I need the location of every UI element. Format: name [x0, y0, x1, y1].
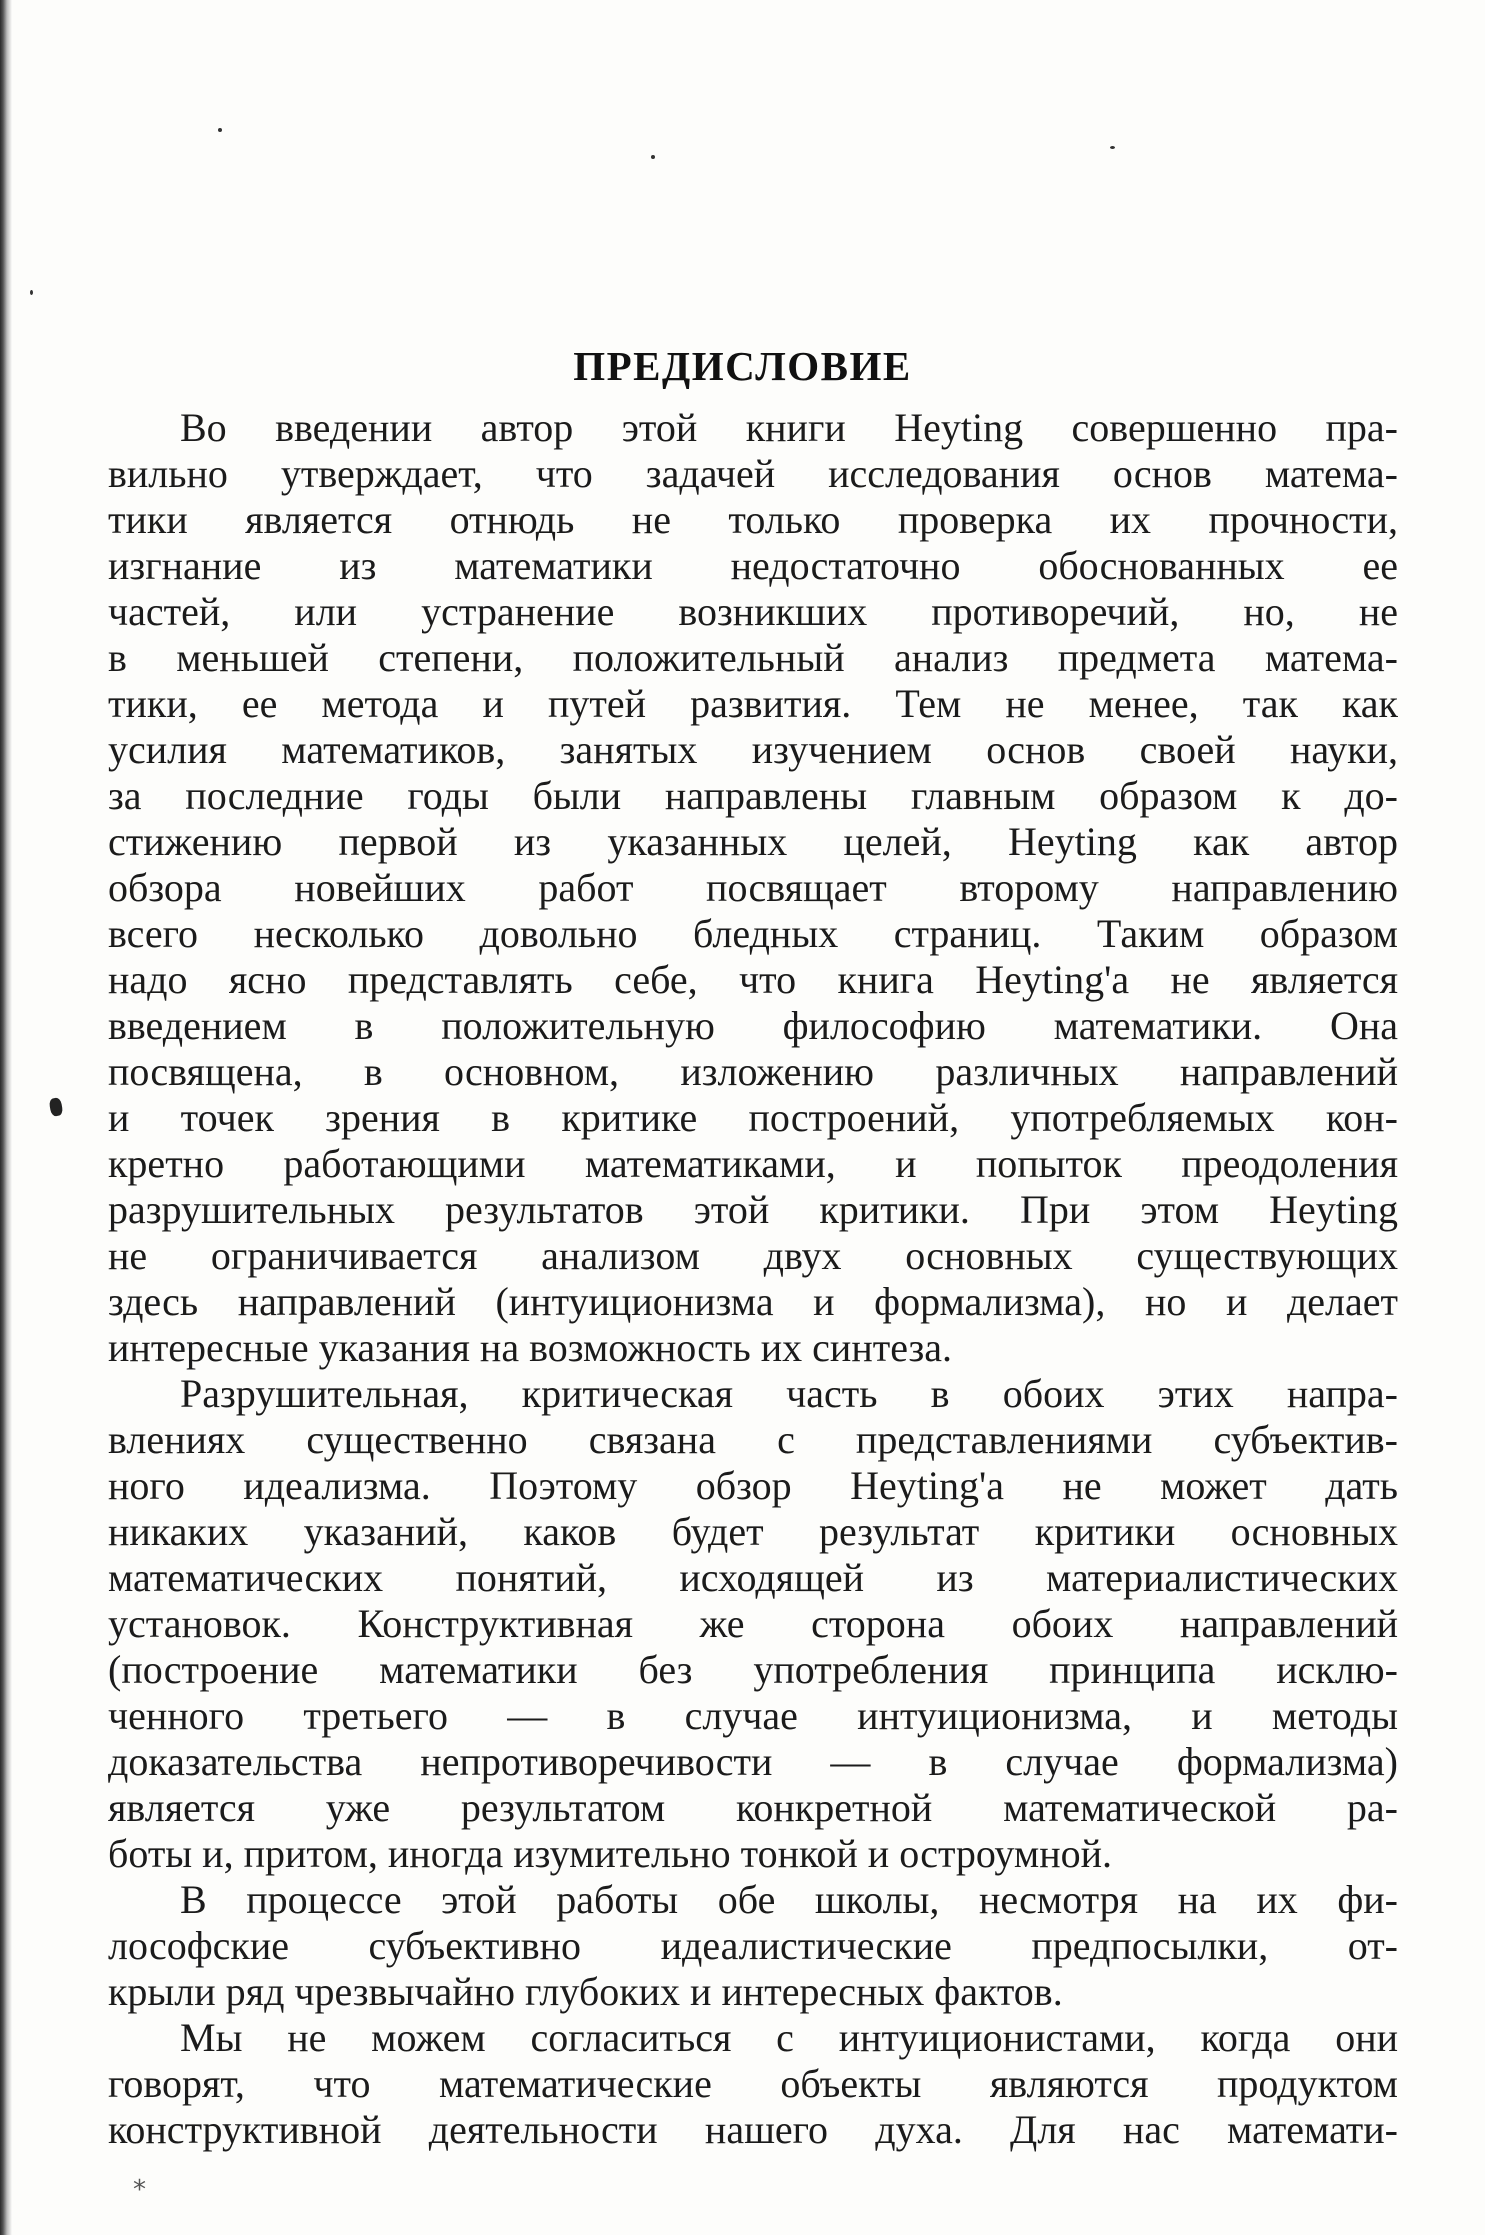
page-binding-edge: [0, 0, 12, 2235]
paragraph: [108, 405, 1398, 1371]
text-line: введением в положительную философию математики. Она: [108, 1003, 1398, 1048]
text-line: здесь направлений (интуиционизма и формализма), но и делает: [108, 1279, 1398, 1324]
text-line: всего несколько довольно бледных страниц. Таким образом: [108, 911, 1398, 956]
preface-text: [108, 405, 1398, 2153]
text-line: надо ясно представлять себе, что книга Heyting'а не является: [108, 957, 1398, 1002]
text-line: математических понятий, исходящей из материалистических: [108, 1555, 1398, 1600]
text-line: и точек зрения в критике построений, употребляемых кон-: [108, 1095, 1398, 1140]
scan-speck: [1110, 146, 1115, 149]
paragraph: [108, 1877, 1398, 2015]
scan-speck: [218, 128, 222, 132]
text-line: обзора новейших работ посвящает второму направлению: [108, 865, 1398, 910]
text-line: доказательства непротиворечивости — в случае формализма): [108, 1739, 1398, 1784]
text-line: влениях существенно связана с представлениями субъектив-: [108, 1417, 1398, 1462]
margin-ink-mark: [49, 1097, 64, 1117]
text-line: конструктивной деятельности нашего духа. Для нас математи-: [108, 2107, 1398, 2152]
text-line: кретно работающими математиками, и попыток преодоления: [108, 1141, 1398, 1186]
text-line: является уже результатом конкретной математической ра-: [108, 1785, 1398, 1830]
text-line: интересные указания на возможность их синтеза.: [108, 1325, 953, 1370]
text-line: лософские субъективно идеалистические предпосылки, от-: [108, 1923, 1398, 1968]
text-line: усилия математиков, занятых изучением основ своей науки,: [108, 727, 1398, 772]
text-line: изгнание из математики недостаточно обоснованных ее: [108, 543, 1398, 588]
text-line: ченного третьего — в случае интуиционизма, и методы: [108, 1693, 1398, 1738]
text-line: Мы не можем согласиться с интуиционистами, когда они: [180, 2015, 1398, 2060]
text-line: В процессе этой работы обе школы, несмотря на их фи-: [180, 1877, 1398, 1922]
text-line: Разрушительная, критическая часть в обоих этих напра-: [180, 1371, 1398, 1416]
text-line: посвящена, в основном, изложению различных направлений: [108, 1049, 1398, 1094]
text-line: Во введении автор этой книги Heyting совершенно пра-: [180, 405, 1398, 450]
text-line: никаких указаний, каков будет результат критики основных: [108, 1509, 1398, 1554]
text-line: ного идеализма. Поэтому обзор Heyting'а не может дать: [108, 1463, 1398, 1508]
footer-asterisk: *: [133, 2175, 146, 2205]
text-line: в меньшей степени, положительный анализ предмета матема-: [108, 635, 1398, 680]
text-line: частей, или устранение возникших противоречий, но, не: [108, 589, 1398, 634]
text-line: стижению первой из указанных целей, Heyting как автор: [108, 819, 1398, 864]
text-line: боты и, притом, иногда изумительно тонкой и остроумной.: [108, 1831, 1113, 1876]
text-line: говорят, что математические объекты являются продуктом: [108, 2061, 1398, 2106]
text-line: тики является отнюдь не только проверка их прочности,: [108, 497, 1398, 542]
text-line: за последние годы были направлены главным образом к до-: [108, 773, 1398, 818]
text-line: вильно утверждает, что задачей исследования основ матема-: [108, 451, 1398, 496]
paragraph: [108, 1371, 1398, 1877]
text-line: установок. Конструктивная же сторона обоих направлений: [108, 1601, 1398, 1646]
text-line: (построение математики без употребления принципа исклю-: [108, 1647, 1398, 1692]
scan-speck: [30, 290, 33, 295]
scan-speck: [651, 155, 655, 159]
text-line: разрушительных результатов этой критики. При этом Heyting: [108, 1187, 1398, 1232]
text-line: крыли ряд чрезвычайно глубоких и интересных фактов.: [108, 1969, 1063, 2014]
page-title: ПРЕДИСЛОВИЕ: [573, 343, 912, 389]
text-line: не ограничивается анализом двух основных существующих: [108, 1233, 1398, 1278]
paragraph: [108, 2015, 1398, 2153]
text-line: тики, ее метода и путей развития. Тем не менее, так как: [108, 681, 1398, 726]
